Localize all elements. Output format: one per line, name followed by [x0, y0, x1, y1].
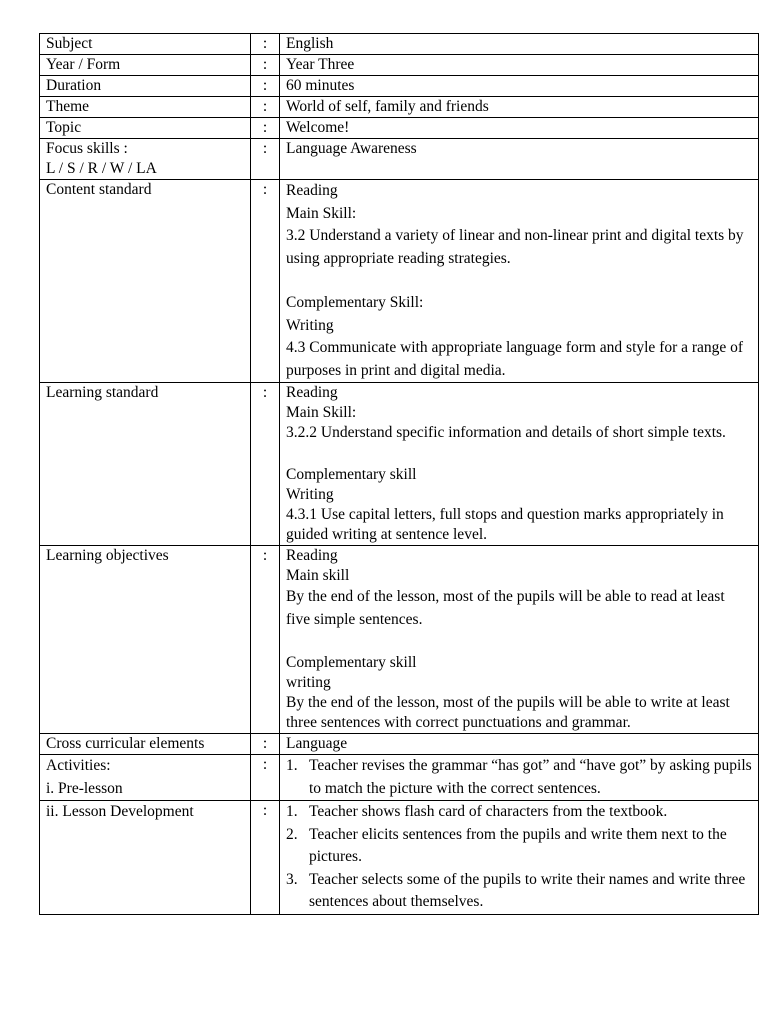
colon-separator: : [251, 76, 280, 97]
row-value: Language Awareness [280, 139, 759, 180]
row-label: ii. Lesson Development [40, 801, 251, 915]
row-learning-standard [40, 383, 759, 546]
row-value: Welcome! [280, 118, 759, 139]
row-content-standard [40, 180, 759, 383]
colon-separator: : [251, 734, 280, 755]
step-text: Teacher shows flash card of characters from the textbook. [309, 803, 668, 820]
row-focus-skills [40, 139, 759, 180]
colon-separator: : [251, 755, 280, 801]
row-value [280, 180, 759, 383]
colon-separator: : [251, 383, 280, 546]
colon-separator: : [251, 97, 280, 118]
skill-heading: Reading [286, 547, 338, 564]
step-number: 1. [286, 803, 298, 820]
row-label: Subject [40, 34, 251, 55]
skill-heading: Writing [286, 486, 334, 503]
step-text: Teacher elicits sentences from the pupils and write them next to the pictures. [309, 825, 727, 865]
row-label: Content standard [40, 180, 251, 383]
skill-type: Main Skill: [286, 204, 357, 222]
standard-text: 3.2.2 Understand specific information and details of short simple texts. [286, 424, 726, 441]
skill-heading: Writing [286, 316, 334, 334]
row-cross-curricular [40, 734, 759, 755]
objective-text: By the end of the lesson, most of the pupils will be able to read at least five simple sentences. [286, 588, 725, 628]
row-value [280, 755, 759, 801]
row-value: Year Three [280, 55, 759, 76]
colon-separator: : [251, 118, 280, 139]
row-topic [40, 118, 759, 139]
pre-lesson-label: i. Pre-lesson [46, 779, 123, 797]
lesson-plan-table [39, 33, 759, 915]
colon-separator: : [251, 546, 280, 734]
skill-heading: Reading [286, 182, 338, 199]
row-activities [40, 755, 759, 801]
step-text: Teacher revises the grammar “has got” and “have got” by asking pupils to match the picture with the correct sentences. [309, 757, 752, 797]
row-lesson-development [40, 801, 759, 915]
row-label [40, 755, 251, 801]
row-theme [40, 97, 759, 118]
row-value: English [280, 34, 759, 55]
row-value: World of self, family and friends [280, 97, 759, 118]
row-label: Topic [40, 118, 251, 139]
list-item [286, 801, 752, 824]
standard-text: 4.3.1 Use capital letters, full stops and question marks appropriately in guided writing at sentence level. [286, 506, 724, 543]
step-number: 3. [286, 870, 298, 888]
row-learning-objectives [40, 546, 759, 734]
colon-separator: : [251, 55, 280, 76]
objective-text: By the end of the lesson, most of the pupils will be able to write at least three sentences with correct punctuations and grammar. [286, 694, 730, 731]
standard-text: 3.2 Understand a variety of linear and non-linear print and digital texts by using appropriate reading strategies. [286, 227, 744, 267]
row-value [280, 546, 759, 734]
activities-label: Activities: [46, 757, 111, 774]
focus-skills-label: Focus skills : [46, 140, 128, 157]
standard-text: 4.3 Communicate with appropriate language form and style for a range of purposes in print and digital media. [286, 339, 744, 379]
step-number: 1. [286, 757, 298, 774]
colon-separator: : [251, 801, 280, 915]
skill-heading: Reading [286, 384, 338, 401]
row-year-form [40, 55, 759, 76]
colon-separator: : [251, 180, 280, 383]
row-label: Learning standard [40, 383, 251, 546]
list-item [286, 869, 752, 914]
row-label: Theme [40, 97, 251, 118]
row-label: Year / Form [40, 55, 251, 76]
skill-type: Complementary skill [286, 466, 417, 483]
skill-type: Complementary skill [286, 654, 417, 671]
list-item [286, 824, 752, 869]
colon-separator: : [251, 139, 280, 180]
step-text: Teacher selects some of the pupils to write their names and write three sentences about themselves. [309, 870, 746, 910]
lesson-development-steps [286, 801, 752, 914]
row-duration [40, 76, 759, 97]
list-item [286, 755, 752, 800]
row-label [40, 139, 251, 180]
row-label: Duration [40, 76, 251, 97]
step-number: 2. [286, 825, 298, 843]
row-label: Learning objectives [40, 546, 251, 734]
row-value [280, 383, 759, 546]
skill-type: Main skill [286, 567, 350, 584]
pre-lesson-steps [286, 755, 752, 800]
skill-type: Main Skill: [286, 404, 357, 421]
row-value: Language [280, 734, 759, 755]
colon-separator: : [251, 34, 280, 55]
row-label: Cross curricular elements [40, 734, 251, 755]
row-value [280, 801, 759, 915]
row-value: 60 minutes [280, 76, 759, 97]
skill-heading: writing [286, 674, 331, 691]
focus-skills-codes: L / S / R / W / LA [46, 160, 157, 177]
skill-type: Complementary Skill: [286, 294, 424, 311]
row-subject [40, 34, 759, 55]
